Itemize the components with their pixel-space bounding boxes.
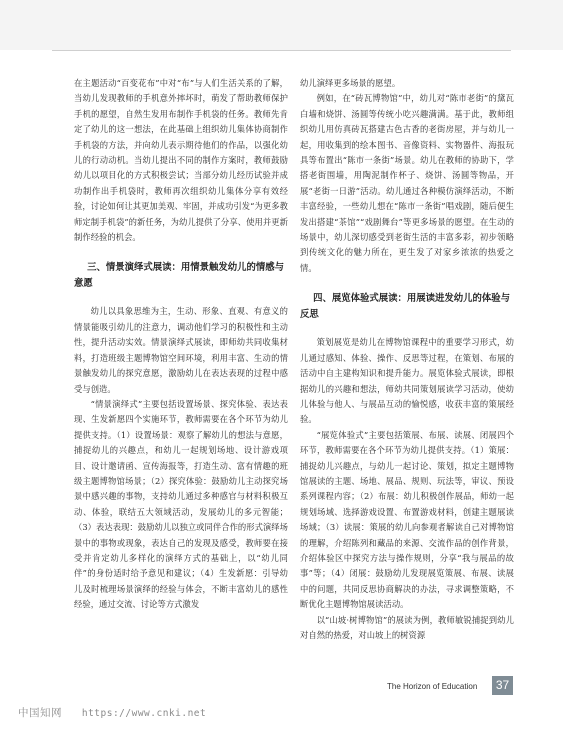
paragraph: 以“山坡·树博物馆”的展读为例，教师敏锐捕捉到幼儿对自然的热爱，对山坡上的树资源 <box>300 614 514 640</box>
paragraph: “展览体验式”主要包括策展、布展、读展、闭展四个环节，教师需要在各个环节为幼儿提供支持。（1）策展：捕捉幼儿兴趣点，与幼儿一起讨论、策划，拟定主题博物馆展读的主题、场地、展品、规则、玩法等，审议、预设系列课程内容；（2）布展：幼儿积极创作展品，师幼一起规划场域、选择游戏设置、布置游戏材料，创建主题展读场域；（3）读展：策展的幼儿向参观者解读自己对博物馆的理解，介绍陈列和藏品的来源、交流作品的创作背景，介绍体验区中探究方法与操作规则，分享“我与展品的故事”等；（4）闭展：鼓励幼儿发现展览策展、布展、读展中的问题，共同反思协商解决的办法，寻求调整策略，不断优化主题博物馆展读活动。 <box>300 429 514 610</box>
paragraph: “情景演绎式”主要包括设置场景、探究体验、表达表现、生发新愿四个实施环节，教师需要在各个环节为幼儿提供支持。（1）设置场景：观察了解幼儿的想法与意愿，捕捉幼儿的兴趣点，和幼儿一起规划场地、设计游戏项目、设计邀请函、宣传海报等，打造生动、富有情趣的班级主题博物馆场景；（2）探究体验：鼓励幼儿主动探究场景中感兴趣的事物，支持幼儿通过多种感官与材料积极互动、体验，联结五大领域活动，发展幼儿的多元智能；（3）表达表现：鼓励幼儿以独立或同伴合作的形式演绎场景中的事物或现象，表达自己的发现及感受，教师要在接受并肯定幼儿多样化的演绎方式的基础上，以“幼儿同伴”的身份适时给予意见和建议；（4）生发新愿：引导幼儿及时梳理场景演绎的经验与体会，不断丰富幼儿的感性经验，通过交流、讨论等方式激发 <box>74 398 289 610</box>
header-rule <box>52 50 511 51</box>
paragraph: 策划展览是幼儿在博物馆课程中的重要学习形式，幼儿通过感知、体验、操作、反思等过程，在策划、布展的活动中自主建构知识和提升能力。展览体验式展读，即根据幼儿的兴趣和想法，师幼共同策划展读学习活动，使幼儿体验与他人、与展品互动的愉悦感，收获丰富的策展经验。 <box>300 337 514 425</box>
cnki-url: https://www.cnki.net <box>81 708 207 719</box>
paragraph: 幼儿演绎更多场景的愿望。 <box>300 78 401 88</box>
page-number: 37 <box>492 676 513 695</box>
paragraph: 例如，在“砖瓦博物馆”中，幼儿对“陈市老街”的黛瓦白墙和烧饼、汤圆等传统小吃兴趣满满。基于此，教师组织幼儿用仿真砖瓦搭建古色古香的老街房屋，并与幼儿一起，用收集到的绘本图书、音像资料、实物器件、海报玩具等布置出“陈市一条街”场景。幼儿在教师的协助下，学搭老街围墙，用陶泥制作杯子、烧饼、汤圆等物品，开展“老街一日游”活动。幼儿通过各种模仿演绎活动，不断丰富经验，一些幼儿想在“陈市一条街”唱戏剧，随后便生发出搭建“茶馆”“戏剧舞台”等更多场景的愿望。在生动的场景中，幼儿深切感受到老街生活的丰富多彩，初步领略到传统文化的魅力所在，更生发了对家乡浓浓的热爱之情。 <box>300 93 514 273</box>
section-heading-4: 四、展览体验式展读：用展读进发幼儿的体验与反思 <box>300 293 511 321</box>
journal-name: The Horizon of Education <box>387 682 478 691</box>
section-heading-3: 三、情景演绎式展读：用情景触发幼儿的情感与意愿 <box>74 262 285 290</box>
cnki-name: 中国知网 <box>18 707 62 719</box>
paragraph: 幼儿以具象思维为主，生动、形象、直观、有意义的情景能吸引幼儿的注意力，调动他们学习的积极性和主动性，提升活动实效。情景演绎式展读，即师幼共同收集材料，打造班级主题博物馆空间环境，利用丰富、生动的情景触发幼儿的探究意愿，激励幼儿在表达表现的过程中感受与创造。 <box>74 306 288 394</box>
page-top-band <box>0 0 563 50</box>
left-column <box>74 76 288 613</box>
paragraph: 在主题活动“百变花布”中对“布”与人们生活关系的了解，当幼儿发现教师的手机意外摔坏时，萌发了帮助教师保护手机的愿望，自然生发用布制作手机袋的任务。教师先肯定了幼儿的这一想法，在此基础上组织幼儿集体协商制作手机袋的方法，并向幼儿表示期待他们的作品，以强化幼儿的行动动机。当幼儿提出不同的制作方案时，教师鼓励幼儿以项目化的方式积极尝试；当部分幼儿经历试验并成功制作出手机袋时，教师再次组织幼儿集体分享有效经验，讨论如何让其更加美观、牢固，并成功引发“为更多教师定制手机袋”的新任务，为幼儿提供了分享、使用并更新制作经验的机会。 <box>74 78 288 243</box>
right-column <box>300 76 514 643</box>
cnki-watermark <box>18 705 206 720</box>
